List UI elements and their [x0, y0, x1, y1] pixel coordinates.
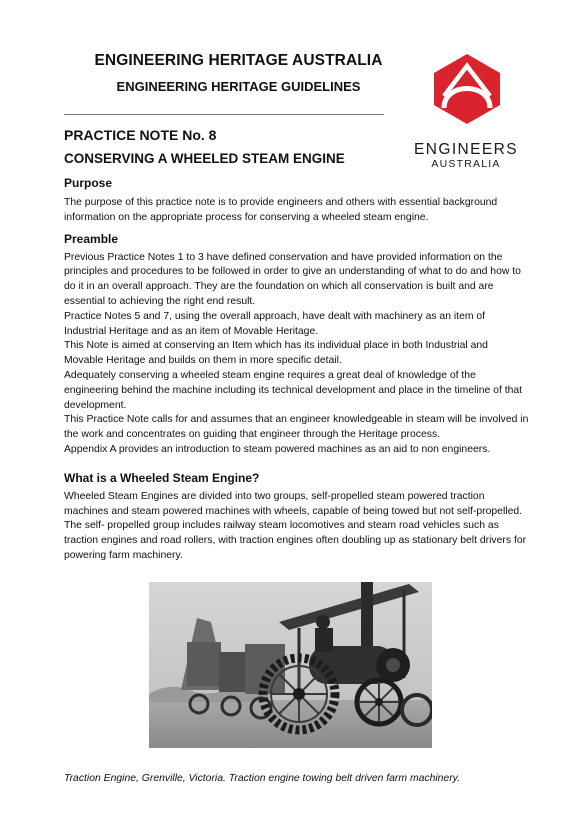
series-title: ENGINEERING HERITAGE GUIDELINES: [116, 79, 361, 94]
logo-wordmark-engineers: ENGINEERS: [414, 141, 518, 158]
purpose-heading: Purpose: [64, 176, 113, 190]
preamble-paragraph: This Practice Note calls for and assumes that an engineer knowledgeable in steam will be involved in the work and concentrates on guiding that engineer through the Heritage process.: [64, 414, 529, 441]
engineers-australia-logo-icon: [430, 52, 504, 126]
what-is-paragraph: Wheeled Steam Engines are divided into two groups, self-propelled steam powered traction machines and steam powered machines with wheels, capable of being towed but not self-propelled.: [64, 490, 523, 517]
what-is-heading: What is a Wheeled Steam Engine?: [64, 470, 260, 485]
preamble-paragraph: Previous Practice Notes 1 to 3 have defined conservation and have provided information on the principles and procedures to be followed in order to give an understanding of what to do and how to do it in an overall approach. They are the foundation on which all conservation is built and are essential to achieving the right end result.: [64, 251, 521, 307]
logo-wordmark-australia: AUSTRALIA: [431, 158, 501, 170]
preamble-paragraph: Appendix A provides an introduction to steam powered machines as an aid to non engineers.: [64, 443, 491, 455]
what-is-paragraph: The self- propelled group includes railway steam locomotives and steam road vehicles such as traction engines and road rollers, with traction engines often doubling up as stationary belt drivers for powering farm machinery.: [64, 520, 527, 561]
purpose-paragraph: The purpose of this practice note is to provide engineers and others with essential background information on the appropriate process for conserving a wheeled steam engine.: [64, 197, 498, 223]
practice-note-number: PRACTICE NOTE No. 8: [64, 127, 217, 143]
figure-caption: Traction Engine, Grenville, Victoria. Traction engine towing belt driven farm machinery.: [64, 773, 460, 784]
preamble-paragraph: Practice Notes 5 and 7, using the overall approach, have dealt with machinery as an item of Industrial Heritage and as an item of Movable Heritage.: [64, 310, 486, 337]
preamble-heading: Preamble: [64, 231, 119, 246]
practice-note-title: CONSERVING A WHEELED STEAM ENGINE: [64, 151, 345, 166]
preamble-paragraph: This Note is aimed at conserving an Item which has its individual place in both Industrial and Movable Heritage and builds on them in more specific detail.: [64, 340, 488, 367]
org-title: ENGINEERING HERITAGE AUSTRALIA: [94, 52, 383, 69]
document-body: [64, 176, 530, 564]
preamble-paragraph: Adequately conserving a wheeled steam engine requires a great deal of knowledge of the engineering behind the machine including its technical development and place in the timeline of that development.: [64, 369, 523, 411]
traction-engine-photo: [149, 582, 432, 748]
header-divider: [64, 114, 384, 115]
